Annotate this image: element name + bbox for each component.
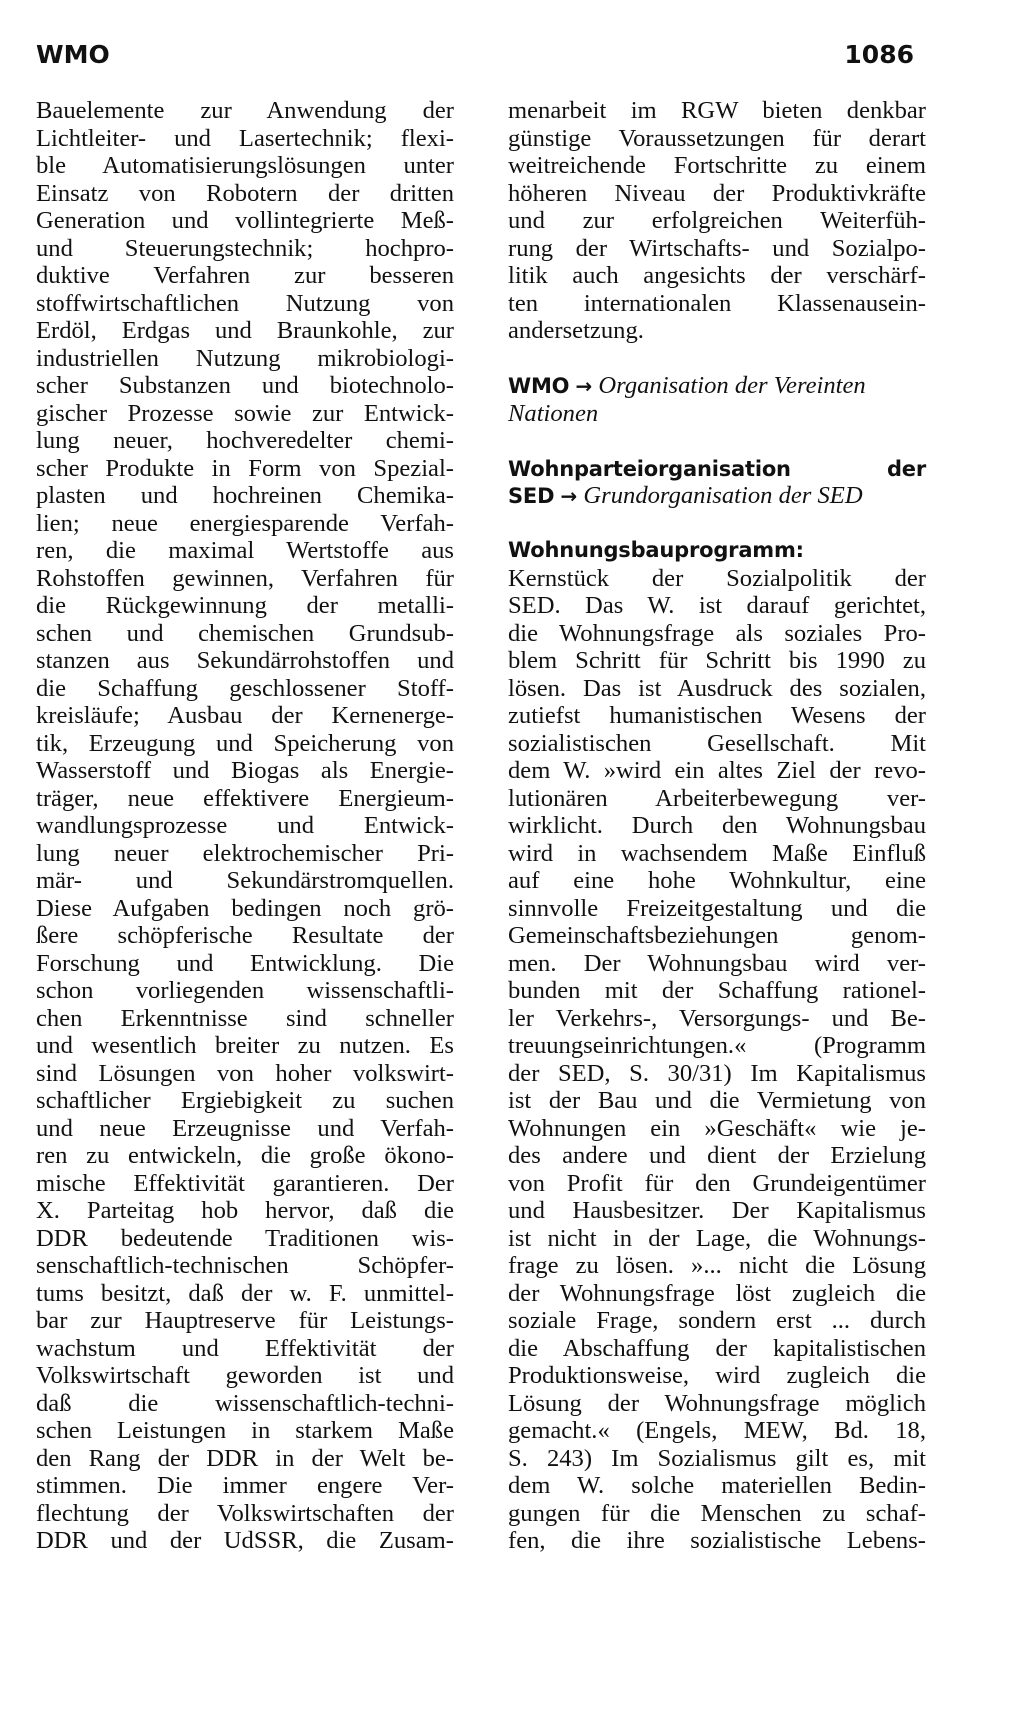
text-line: schen Leistungen in starkem Maße (36, 1417, 454, 1444)
text-line: ten internationalen Klassenausein- (508, 289, 926, 317)
text-line: ßere schöpferische Resultate der (36, 922, 454, 949)
left-column (36, 97, 454, 1555)
text-line: frage zu lösen. »... nicht die Lösung (508, 1252, 926, 1279)
entry-gap (508, 510, 926, 538)
text-line: des andere und dient der Erzielung (508, 1142, 926, 1169)
text-line: ist nicht in der Lage, die Wohnungs- (508, 1224, 926, 1252)
text-line: ler Verkehrs-, Versorgungs- und Be- (508, 1004, 926, 1032)
text-line: Erdöl, Erdgas und Braunkohle, zur (36, 317, 454, 344)
text-line: X. Parteitag hob hervor, daß die (36, 1197, 454, 1224)
text-line: DDR und der UdSSR, die Zusam- (36, 1527, 454, 1554)
text-line: lien; neue energiesparende Verfah- (36, 509, 454, 537)
text-line: lung neuer, hochveredelter chemi- (36, 427, 454, 454)
text-line: senschaftlich-technischen Schöpfer- (36, 1252, 454, 1279)
text-line: gemacht.« (Engels, MEW, Bd. 18, (508, 1417, 926, 1444)
text-line: sozialistischen Gesellschaft. Mit (508, 729, 926, 757)
text-line: flechtung der Volkswirtschaften der (36, 1499, 454, 1527)
text-line: stoffwirtschaftlichen Nutzung von (36, 289, 454, 317)
text-line: weitreichende Fortschritte zu einem (508, 152, 926, 179)
entry-gap (508, 427, 926, 455)
text-line: Produktionsweise, wird zugleich die (508, 1362, 926, 1389)
text-line: auf eine hohe Wohnkultur, eine (508, 867, 926, 894)
text-line: und Steuerungstechnik; hochpro- (36, 234, 454, 262)
text-line: der Wohnungsfrage löst zugleich die (508, 1279, 926, 1307)
text-line: von Profit für den Grundeigentümer (508, 1169, 926, 1197)
text-line: und wesentlich breiter zu nutzen. Es (36, 1032, 454, 1059)
text-line: plasten und hochreinen Chemika- (36, 482, 454, 509)
text-line: bar zur Hauptreserve für Leistungs- (36, 1307, 454, 1334)
text-line: Lösung der Wohnungsfrage möglich (508, 1389, 926, 1417)
entry-wohnpartei-headline (508, 455, 926, 483)
text-line: ble Automatisierungslösungen unter (36, 152, 454, 179)
text-line: industriellen Nutzung mikrobiologi- (36, 344, 454, 372)
entry-wohnpartei-headword-b: der (886, 456, 926, 481)
text-line: Rohstoffen gewinnen, Verfahren für (36, 564, 454, 592)
text-line: zutiefst humanistischen Wesens der (508, 702, 926, 729)
text-line: rung der Wirtschafts- und Sozialpo- (508, 234, 926, 262)
cross-reference-arrow: → (560, 484, 578, 508)
entry-wohnpartei-line2 (508, 482, 926, 510)
text-line: scher Substanzen und biotechnolo- (36, 372, 454, 399)
entry-wmo-headword: WMO (508, 374, 570, 398)
text-line: Lichtleiter- und Lasertechnik; flexi- (36, 124, 454, 152)
text-line: menarbeit im RGW bieten denkbar (508, 97, 926, 124)
text-line: tik, Erzeugung und Speicherung von (36, 729, 454, 757)
text-line: dem W. »wird ein altes Ziel der revo- (508, 757, 926, 784)
entry-gap (508, 345, 926, 373)
text-line: S. 243) Im Sozialismus gilt es, mit (508, 1444, 926, 1472)
entry-wohnpartei-headword-sed: SED (508, 484, 555, 508)
text-line: die Abschaffung der kapitalistischen (508, 1334, 926, 1362)
text-line: fen, die ihre sozialistische Lebens- (508, 1527, 926, 1554)
text-line: tums besitzt, daß der w. F. unmittel- (36, 1279, 454, 1307)
text-line: günstige Voraussetzungen für derart (508, 124, 926, 152)
entry-wmo-line (508, 372, 926, 400)
text-line: und Hausbesitzer. Der Kapitalismus (508, 1197, 926, 1224)
entry-wohnungsbau-body (508, 565, 926, 1555)
text-line: Diese Aufgaben bedingen noch grö- (36, 894, 454, 922)
text-line: dem W. solche materiellen Bedin- (508, 1472, 926, 1499)
text-line: der SED, S. 30/31) Im Kapitalismus (508, 1059, 926, 1087)
text-line: Volkswirtschaft geworden ist und (36, 1362, 454, 1389)
text-line: Generation und vollintegrierte Meß- (36, 207, 454, 234)
text-line: lösen. Das ist Ausdruck des sozialen, (508, 674, 926, 702)
cross-reference-target: Organisation der Vereinten (598, 372, 866, 399)
cross-reference-arrow: → (575, 374, 593, 398)
running-head-left: WMO (36, 40, 110, 69)
text-line: men. Der Wohnungsbau wird ver- (508, 949, 926, 977)
text-line: gischer Prozesse sowie zur Entwick- (36, 399, 454, 427)
text-line: DDR bedeutende Traditionen wis- (36, 1224, 454, 1252)
entry-wmo (508, 372, 926, 427)
text-line: duktive Verfahren zur besseren (36, 262, 454, 289)
text-line: sinnvolle Freizeitgestaltung und die (508, 894, 926, 922)
text-line: stimmen. Die immer engere Ver- (36, 1472, 454, 1499)
text-line: Wasserstoff und Biogas als Energie- (36, 757, 454, 784)
text-line: daß die wissenschaftlich-techni- (36, 1389, 454, 1417)
text-line: und zur erfolgreichen Weiterfüh- (508, 207, 926, 234)
text-line: höheren Niveau der Produktivkräfte (508, 179, 926, 207)
text-line: den Rang der DDR in der Welt be- (36, 1444, 454, 1472)
text-line: andersetzung. (508, 317, 644, 344)
right-column (508, 97, 926, 1555)
text-line: wirklicht. Durch den Wohnungsbau (508, 812, 926, 839)
text-line: soziale Frage, sondern erst ... durch (508, 1307, 926, 1334)
text-line: lung neuer elektrochemischer Pri- (36, 839, 454, 867)
entry-wohnpartei-headword: Wohnparteiorganisation (508, 456, 791, 481)
entry-wohnungsbau-headword: Wohnungsbauprogramm: (508, 538, 804, 562)
text-line: mische Effektivität garantieren. Der (36, 1169, 454, 1197)
page-number: 1086 (844, 40, 914, 69)
text-line: stanzen aus Sekundärrohstoffen und (36, 647, 454, 674)
text-line: lutionären Arbeiterbewegung ver- (508, 784, 926, 812)
text-line: schen und chemischen Grundsub- (36, 619, 454, 647)
text-line: Forschung und Entwicklung. Die (36, 949, 454, 977)
text-line: Wohnungen ein »Geschäft« wie je- (508, 1114, 926, 1142)
text-line: chen Erkenntnisse sind schneller (36, 1004, 454, 1032)
text-line: ren, die maximal Wertstoffe aus (36, 537, 454, 564)
text-line: wird in wachsendem Maße Einfluß (508, 839, 926, 867)
text-line: träger, neue effektivere Energieum- (36, 784, 454, 812)
text-line: scher Produkte in Form von Spezial- (36, 454, 454, 482)
continuation-text (508, 97, 926, 345)
text-line: die Rückgewinnung der metalli- (36, 592, 454, 619)
text-line: ist der Bau und die Vermietung von (508, 1087, 926, 1114)
text-line: Bauelemente zur Anwendung der (36, 97, 454, 124)
text-line: mär- und Sekundärstromquellen. (36, 867, 454, 894)
text-line: kreisläufe; Ausbau der Kernenerge- (36, 702, 454, 729)
text-line: Gemeinschaftsbeziehungen genom- (508, 922, 926, 949)
entry-wohnungsbauprogramm (508, 537, 926, 1555)
text-line: sind Lösungen von hoher volkswirt- (36, 1059, 454, 1087)
text-line: litik auch angesichts der verschärf- (508, 262, 926, 289)
text-line: die Schaffung geschlossener Stoff- (36, 674, 454, 702)
text-line: treuungseinrichtungen.« (Programm (508, 1032, 926, 1059)
cross-reference-target: Grundorganisation der SED (583, 482, 863, 509)
text-line: wachstum und Effektivität der (36, 1334, 454, 1362)
text-line: und neue Erzeugnisse und Verfah- (36, 1114, 454, 1142)
text-line: SED. Das W. ist darauf gerichtet, (508, 592, 926, 619)
text-line: schon vorliegenden wissenschaftli- (36, 977, 454, 1004)
cross-reference-target-cont: Nationen (508, 399, 599, 427)
text-line: Kernstück der Sozialpolitik der (508, 564, 926, 592)
text-line: bunden mit der Schaffung rationel- (508, 977, 926, 1004)
text-line: die Wohnungsfrage als soziales Pro- (508, 619, 926, 647)
text-line: wandlungsprozesse und Entwick- (36, 812, 454, 839)
text-line: ren zu entwickeln, die große ökono- (36, 1142, 454, 1169)
text-line: gungen für die Menschen zu schaf- (508, 1499, 926, 1527)
text-line: blem Schritt für Schritt bis 1990 zu (508, 647, 926, 674)
text-line: Einsatz von Robotern der dritten (36, 179, 454, 207)
text-line: schaftlicher Ergiebigkeit zu suchen (36, 1087, 454, 1114)
entry-wohnparteiorganisation (508, 455, 926, 510)
